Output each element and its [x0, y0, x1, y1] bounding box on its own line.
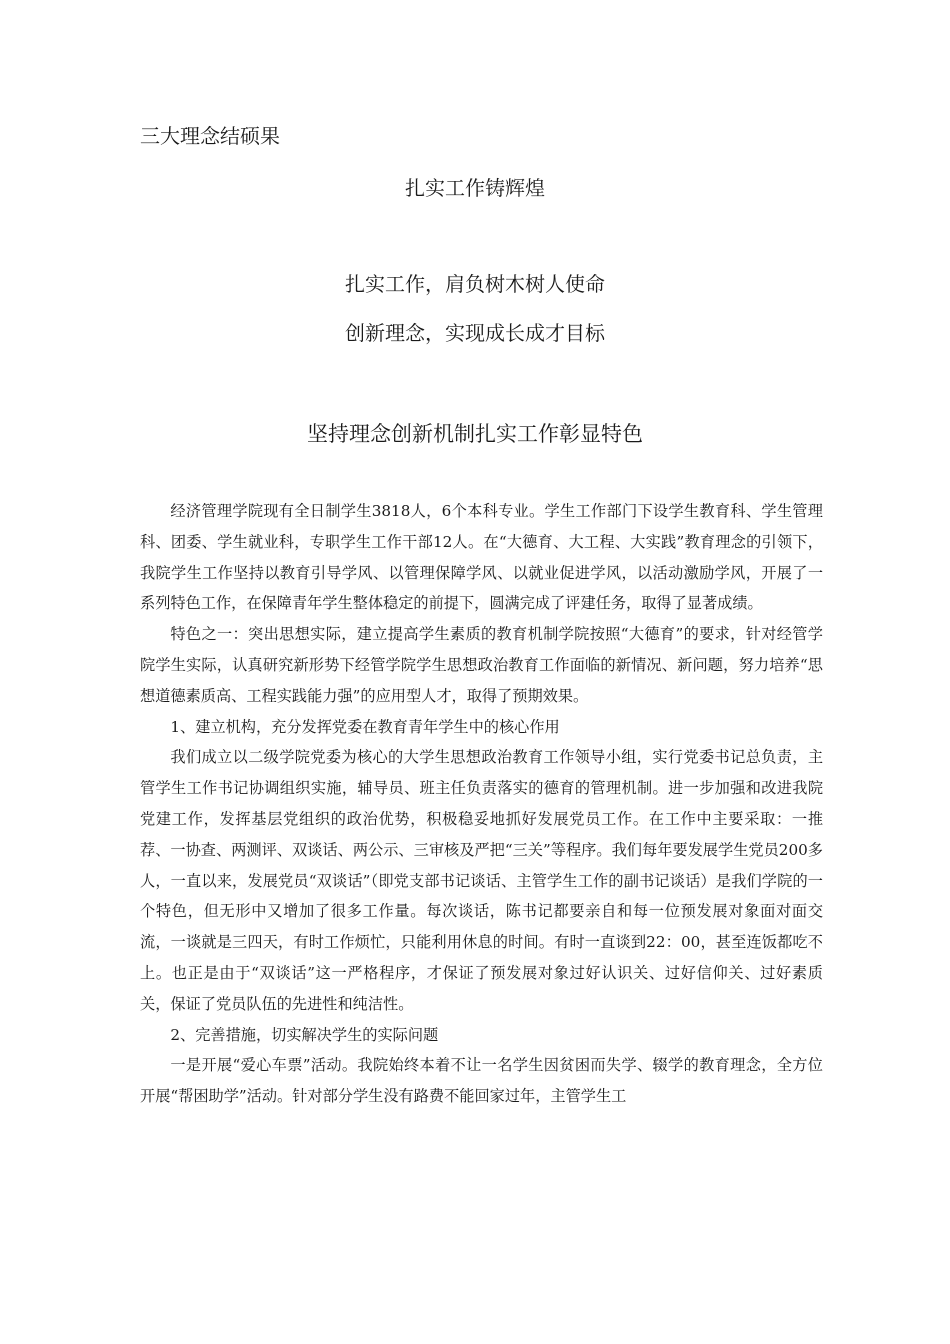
section-heading: 坚持理念创新机制扎实工作彰显特色 [307, 422, 643, 446]
slogan-line-1: 扎实工作，肩负树木树人使命 [345, 272, 605, 296]
paragraph-party-committee: 我们成立以二级学院党委为核心的大学生思想政治教育工作领导小组，实行党委书记总负责，主管学生工作书记协调组织实施，辅导员、班主任负责落实的德育的管理机制。进一步加强和改进我院党建工作，发挥基层党组织的政治优势，积极稳妥地抓好发展党员工作。在工作中主要采取：一推荐、一协查、两测评、双谈话、两公示、三审核及严把“三关”等程序。我们每年要发展学生党员200多人，一直以来，发展党员“双谈话”（即党支部书记谈话、主管学生工作的副书记谈话）是我们学院的一个特色，但无形中又增加了很多工作量。每次谈话，陈书记都要亲自和每一位预发展对象面对面交流，一谈就是三四天，有时工作烦忙，只能利用休息的时间。有时一直谈到22：00，甚至连饭都吃不上。也正是由于“双谈话”这一严格程序，才保证了预发展对象过好认识关、过好信仰关、过好素质关，保证了党员队伍的先进性和纯洁性。 [140, 748, 823, 1013]
paragraph-intro: 经济管理学院现有全日制学生3818人，6个本科专业。学生工作部门下设学生教育科、学生管理科、团委、学生就业科，专职学生工作干部12人。在“大德育、大工程、大实践”教育理念的引领下，我院学生工作坚持以教育引导学风、以管理保障学风、以就业促进学风，以活动激励学风，开展了一系列特色工作，在保障青年学生整体稳定的前提下，圆满完成了评建任务，取得了显著成绩。 [140, 502, 823, 613]
paragraph-subheading-1: 1、建立机构，充分发挥党委在教育青年学生中的核心作用 [170, 717, 560, 736]
document-subtitle: 扎实工作铸辉煌 [405, 176, 545, 200]
body-text [140, 496, 823, 1112]
paragraph-feature-one: 特色之一：突出思想实际，建立提高学生素质的教育机制学院按照“大德育”的要求，针对经管学院学生实际，认真研究新形势下经管学院学生思想政治教育工作面临的新情况、新问题，努力培养“思想道德素质高、工程实践能力强”的应用型人才，取得了预期效果。 [140, 625, 823, 705]
paragraph-love-ticket: 一是开展“爱心车票”活动。我院始终本着不让一名学生因贫困而失学、辍学的教育理念，全方位开展“帮困助学”活动。针对部分学生没有路费不能回家过年，主管学生工 [140, 1056, 823, 1106]
paragraph-subheading-2: 2、完善措施，切实解决学生的实际问题 [170, 1025, 439, 1044]
slogan-line-2: 创新理念，实现成长成才目标 [345, 321, 605, 345]
document-title: 三大理念结硕果 [140, 124, 280, 148]
